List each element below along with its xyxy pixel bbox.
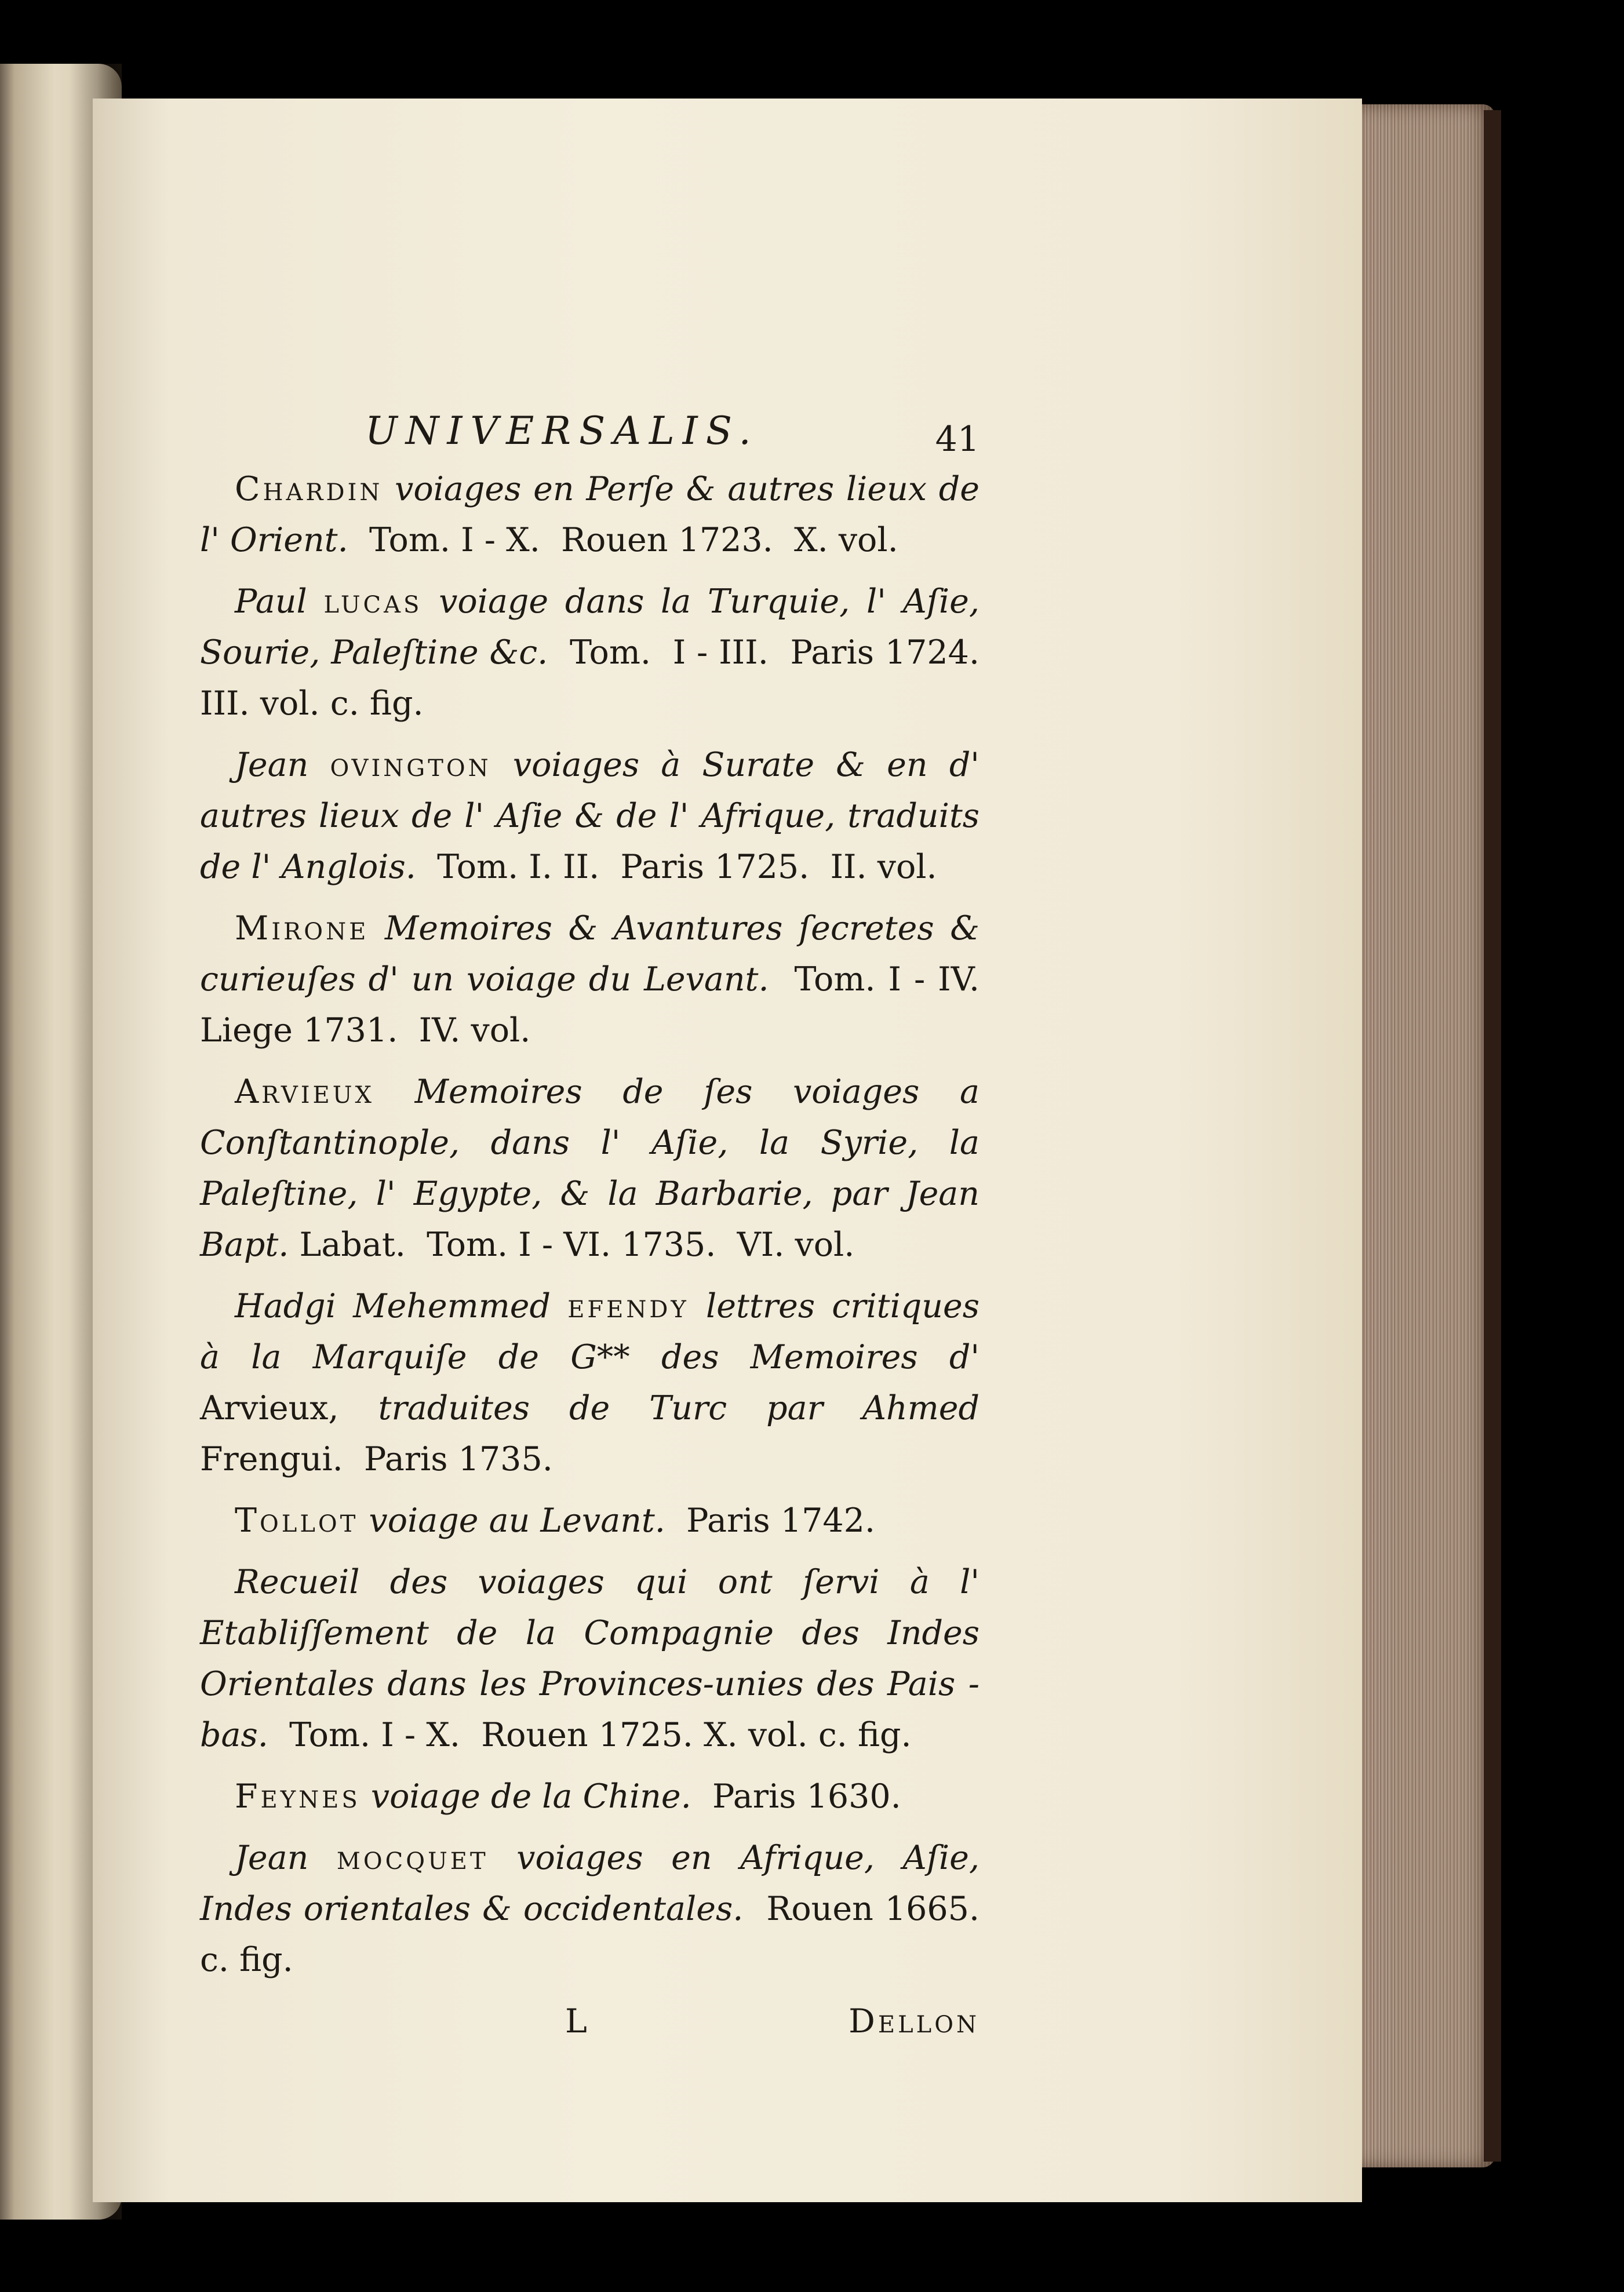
- entry-title-text: voiage dans la Turquie, l' Aſie, Sourie, Paleſtine &c.: [200, 582, 991, 672]
- entry-imprint: Tom. I - X. Rouen 1725. X. vol. c. fig.: [268, 1716, 912, 1754]
- entry-imprint: Labat. Tom. I - VI. 1735. VI. vol.: [289, 1226, 855, 1264]
- entry-title-text: Hadgi Mehemmed: [235, 1287, 568, 1325]
- catchword: Dellon: [849, 2002, 980, 2040]
- entry-author: ovington: [330, 746, 491, 784]
- bibliography-entries: [200, 464, 1001, 1985]
- bibliography-entry: [200, 576, 991, 729]
- bibliography-entry: [200, 1771, 980, 1822]
- entry-imprint: Paris 1630.: [691, 1777, 901, 1816]
- entry-author: Arvieux: [235, 1073, 374, 1111]
- entry-imprint: Frengui. Paris 1735.: [200, 1389, 991, 1478]
- entry-author: Tollot: [235, 1502, 359, 1540]
- entry-title-text: traduites de Turc par Ahmed: [378, 1389, 980, 1427]
- cover-board: [1484, 110, 1501, 2162]
- bibliography-entry: [200, 1281, 991, 1485]
- bibliography-entry: [200, 1832, 1001, 1985]
- entry-imprint: Rouen 1665. c. fig.: [200, 1890, 1001, 1979]
- entry-title-text: voiage de la Chine.: [360, 1777, 691, 1816]
- entry-imprint: Tom. I - X. Rouen 1723. X. vol.: [348, 521, 898, 559]
- entry-title-text: Jean: [235, 746, 330, 784]
- entry-author: mocquet: [336, 1839, 489, 1877]
- entry-imprint: Tom. I. II. Paris 1725. II. vol.: [416, 848, 937, 886]
- bibliography-entry: [200, 1495, 980, 1546]
- entry-title-text: Paul: [235, 582, 324, 621]
- entry-title-text: voiages à Surate & en d' autres lieux de l' Aſie & de l' Afrique, traduits de l' Anglois.: [200, 746, 991, 886]
- entry-imprint: Paris 1742.: [665, 1502, 875, 1540]
- entry-author: lucas: [323, 582, 423, 621]
- entry-author: efendy: [567, 1287, 689, 1325]
- bibliography-entry: [200, 1557, 991, 1761]
- entry-imprint: Tom. I - IV. Liege 1731. IV. vol.: [200, 960, 1001, 1050]
- signature-mark: L: [565, 2002, 587, 2040]
- fore-edge: [1359, 104, 1495, 2167]
- entry-author: Feynes: [235, 1777, 361, 1816]
- bibliography-entry: [200, 1066, 991, 1270]
- running-head: [200, 406, 980, 464]
- entry-title-text: voiages en Afrique, Aſie, Indes orientales & occidentales.: [200, 1839, 991, 1928]
- entry-title-text: voiage au Levant.: [358, 1502, 665, 1540]
- page-number: 41: [935, 419, 980, 460]
- entry-author: Mirone: [235, 909, 369, 948]
- entry-title-text: lettres critiques à la Marquiſe de G** des Memoires d': [200, 1287, 991, 1376]
- entry-title-text: Recueil des voiages qui ont ſervi à l' Etabliſſement de la Compagnie des Indes Orientales dans les Provinces-unies des Pais - bas.: [200, 1563, 991, 1754]
- running-title: UNIVERSALIS.: [365, 409, 759, 453]
- entry-title-text: Jean: [235, 1839, 337, 1877]
- entry-title-text: Memoires & Avantures ſecretes & curieuſes d' un voiage du Levant.: [200, 909, 991, 999]
- bibliography-entry: [200, 903, 1001, 1056]
- bibliography-entry: [200, 464, 991, 566]
- page-footer: [200, 1996, 980, 2048]
- entry-author: Chardin: [235, 470, 383, 508]
- entry-title-text: voiages en Perſe & autres lieux de l' Orient.: [200, 470, 991, 559]
- bibliography-entry: [200, 739, 991, 892]
- entry-title-text: Memoires de ſes voiages a Conſtantinople, dans l' Aſie, la Syrie, la Paleſtine, l' Egypte, & la Barbarie, par Jean Bapt.: [200, 1073, 991, 1264]
- entry-imprint: Arvieux,: [200, 1338, 991, 1427]
- page-text-block: [200, 406, 1001, 2048]
- entry-imprint: Tom. I - III. Paris 1724. III. vol. c. fig.: [200, 633, 991, 723]
